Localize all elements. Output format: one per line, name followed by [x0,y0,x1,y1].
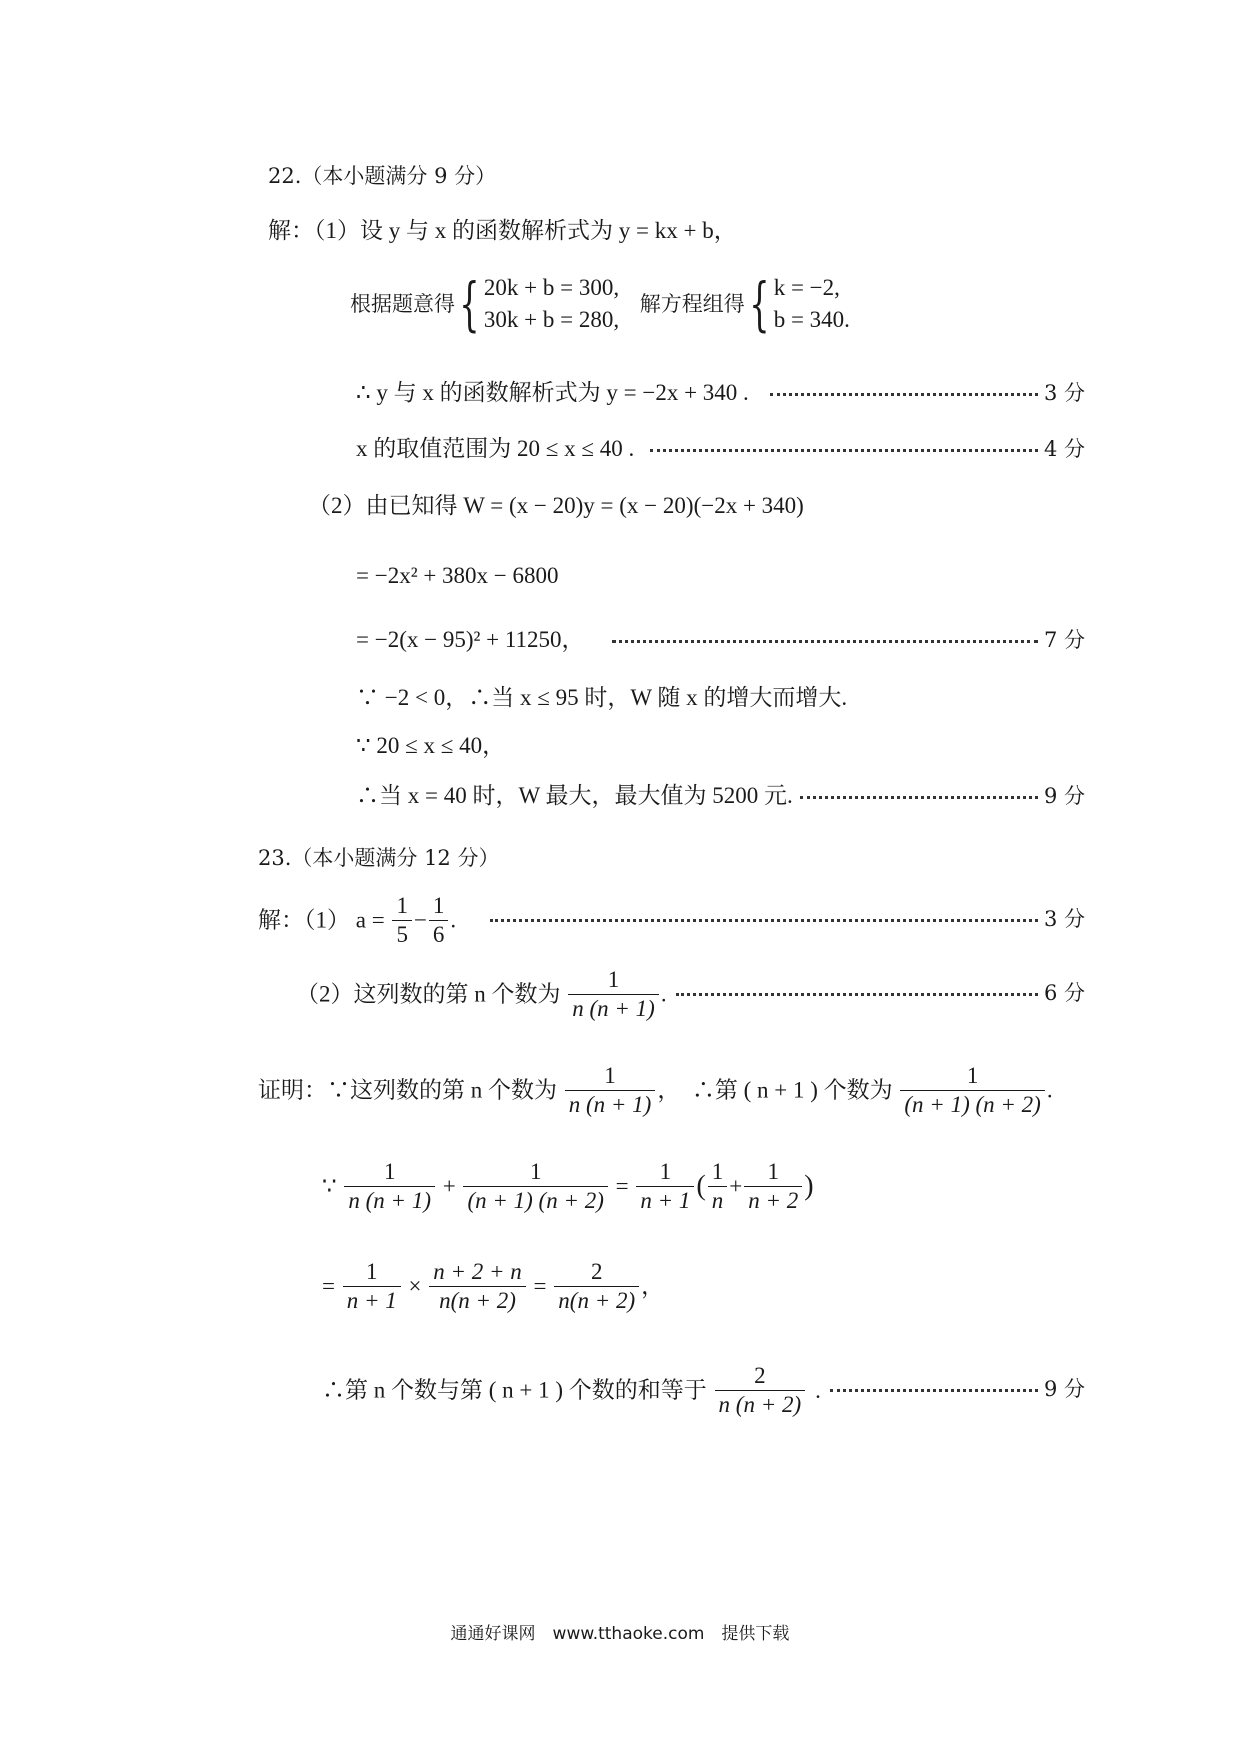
footer-credit: 通通好课网 www.tthaoke.com 提供下载 [450,1624,790,1644]
fraction: $\frac{1}{n + 1}$ [636,1158,694,1215]
q23-conclusion-leader: 9 分 [830,1376,1085,1402]
fraction: $\frac{n + 2 + n}{n(n + 2)}$ [429,1258,526,1315]
q22-line7-leader: 7 分 [612,627,1085,653]
q22-line10-leader: 9 分 [800,783,1085,809]
q22-line7: = −2(x − 95)² + 11250， [356,627,585,652]
q22-line10: ∴当 x = 40 时，W 最大，最大值为 5200 元. [356,783,793,808]
q22-header: 22.（本小题满分 9 分） [268,164,497,188]
q22-line6: = −2x² + 380x − 6800 [356,563,559,588]
fraction: $\frac{1}{5}$ [392,892,412,949]
q22-line5: （2）由已知得 W = (x − 20)y = (x − 20)(−2x + 340) [308,493,804,518]
q23-proof-line: 证明：∵这列数的第 n 个数为 $\frac{1}{n (n + 1)}$ ， ∴第 ( n + 1 ) 个数为 $\frac{1}{(n + 1) (n + 2)}$ . [258,1063,1053,1117]
q22-system2: k = −2, b = 340. [773,275,850,332]
fraction: $\frac{1}{n (n + 1)}$ [344,1158,435,1215]
q22-line9: ∵ 20 ≤ x ≤ 40， [356,733,506,758]
q22-system1: 20k + b = 300, 30k + b = 280, [483,275,620,332]
q23-part1: 解：（1） a = $\frac{1}{5}$ − $\frac{1}{6}$ . [258,893,457,947]
q23-header: 23.（本小题满分 12 分） [258,846,500,870]
fraction: $\frac{1}{n + 1}$ [343,1258,401,1315]
q22-equation-system-line [350,272,850,336]
fraction: $\frac{1}{(n + 1) (n + 2)}$ [900,1062,1044,1119]
fraction: $\frac{2}{n(n + 2)}$ [554,1258,639,1315]
fraction: $\frac{1}{n (n + 1)}$ [565,1062,656,1119]
q22-line3: ∴ y 与 x 的函数解析式为 y = −2x + 340 . [356,380,749,405]
q22-solve-label: 解方程组得 [639,292,745,316]
q22-line3-leader: 3 分 [770,380,1085,406]
q23-equation2: = $\frac{1}{n + 1}$ × $\frac{n + 2 + n}{n(n + 2)}$ = $\frac{2}{n(n + 2)}$ ， [322,1259,665,1313]
q22-line4: x 的取值范围为 20 ≤ x ≤ 40 . [356,436,635,461]
fraction: $\frac{1}{n}$ [708,1158,728,1215]
fraction: $\frac{1}{n (n + 1)}$ [568,966,659,1023]
fraction: $\frac{1}{6}$ [429,892,449,949]
q23-conclusion: ∴第 n 个数与第 ( n + 1 ) 个数的和等于 $\frac{2}{n (n + 2)}$ . [322,1363,821,1417]
q23-part2: （2）这列数的第 n 个数为 $\frac{1}{n (n + 1)}$ . [296,967,667,1021]
q23-equation1: ∵ $\frac{1}{n (n + 1)}$ + $\frac{1}{(n + 1) (n + 2)}$ = $\frac{1}{n + 1}$ ( $\frac{1}{n}$ + $\frac{1}{n + 2}$ ) [322,1159,814,1213]
q22-line8: ∵ −2 < 0，∴当 x ≤ 95 时，W 随 x 的增大而增大. [356,685,848,710]
q22-line1: 解：（1）设 y 与 x 的函数解析式为 y = kx + b， [268,218,737,243]
fraction: $\frac{2}{n (n + 2)}$ [715,1362,806,1419]
q22-line4-leader: 4 分 [650,436,1085,462]
fraction: $\frac{1}{n + 2}$ [744,1158,802,1215]
fraction: $\frac{1}{(n + 1) (n + 2)}$ [463,1158,607,1215]
q23-part2-leader: 6 分 [676,980,1085,1006]
q22-given-label: 根据题意得 [350,292,455,316]
q23-part1-leader: 3 分 [490,906,1085,932]
left-brace-icon: { [459,270,480,338]
left-brace-icon: { [749,270,770,338]
